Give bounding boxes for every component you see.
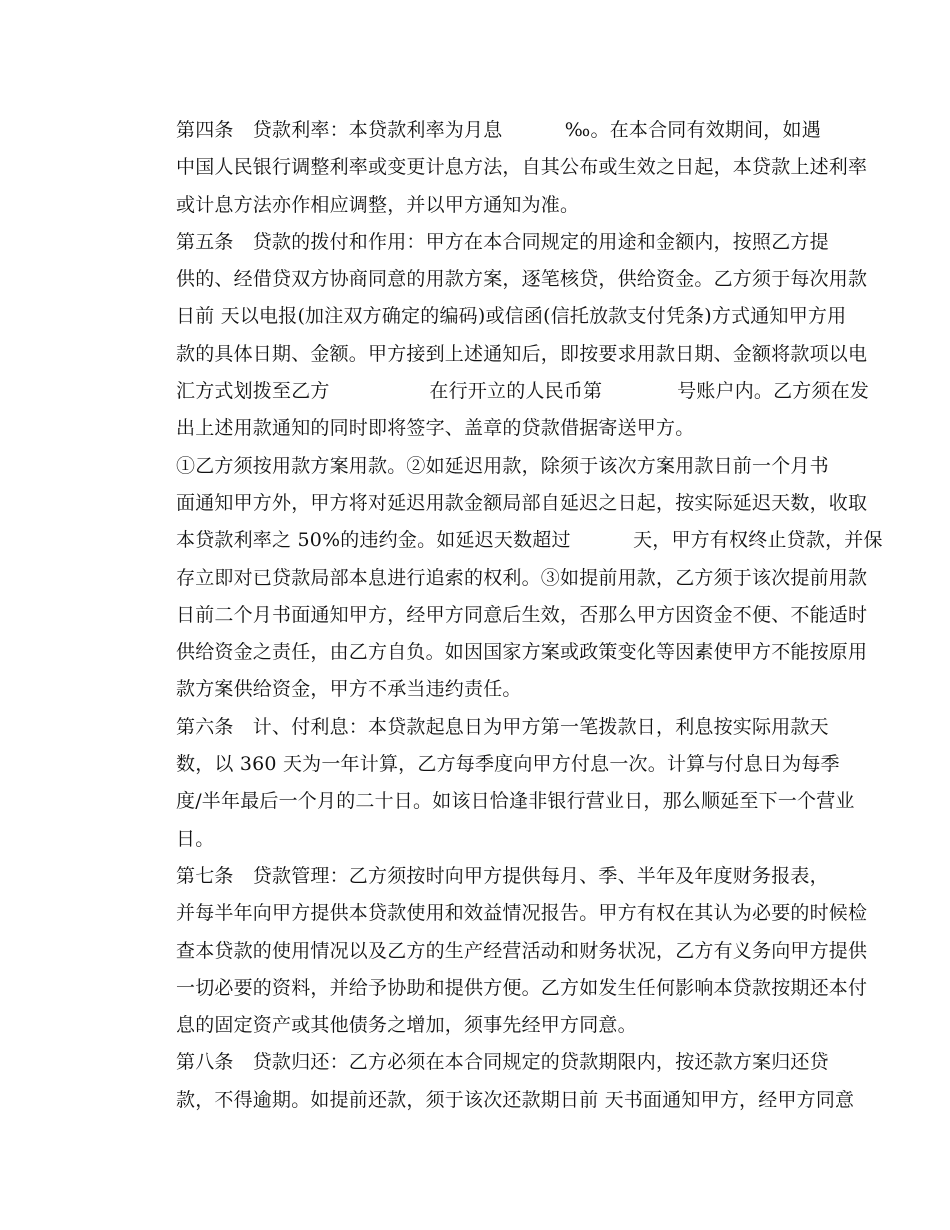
article-8-line-1: 第八条 贷款归还：乙方必须在本合同规定的贷款期限内，按还款方案归还贷 xyxy=(176,1051,829,1074)
article-7-line-2: 并每半年向甲方提供本贷款使用和效益情况报告。甲方有权在其认为必要的时候检 xyxy=(176,902,868,925)
article-7-line-3: 查本贷款的使用情况以及乙方的生产经营活动和财务状况，乙方有义务向甲方提供 xyxy=(176,939,868,962)
article-4-line-3: 或计息方法亦作相应调整，并以甲方通知为准。 xyxy=(176,193,580,216)
article-4-line-2: 中国人民银行调整利率或变更计息方法，自其公布或生效之日起，本贷款上述利率 xyxy=(176,156,868,179)
article-4-line-1: 第四条 贷款利率：本贷款利率为月息 ‰。在本合同有效期间，如遇 xyxy=(176,119,821,141)
article-8-line-2: 款，不得逾期。如提前还款，须于该次还款期日前 天书面通知甲方，经甲方同意 xyxy=(176,1088,855,1111)
article-5-line-6: 出上述用款通知的同时即将签字、盖章的贷款借据寄送甲方。 xyxy=(176,417,695,440)
article-5-detail-line-3: 本贷款利率之 50%的违约金。如延迟天数超过 天，甲方有权终止贷款，并保 xyxy=(176,529,883,552)
article-7-line-1: 第七条 贷款管理：乙方须按时向甲方提供每月、季、半年及年度财务报表， xyxy=(176,864,829,887)
article-5-line-2: 供的、经借贷双方协商同意的用款方案，逐笔核贷，供给资金。乙方须于每次用款 xyxy=(176,268,868,291)
article-5-detail-paragraph xyxy=(138,448,883,709)
article-5-detail-line-1: ①乙方须按用款方案用款。②如延迟用款，除须于该次方案用款日前一个月书 xyxy=(176,454,829,477)
article-4-paragraph xyxy=(138,112,868,224)
article-5-line-3: 日前 天以电报(加注双方确定的编码)或信函(信托放款支付凭条)方式通知甲方用 xyxy=(176,305,847,328)
article-8-paragraph xyxy=(138,1044,855,1119)
article-6-line-2: 数，以 360 天为一年计算，乙方每季度向甲方付息一次。计算与付息日为每季 xyxy=(176,753,840,776)
article-7-line-4: 一切必要的资料，并给予协助和提供方便。乙方如发生任何影响本贷款按期还本付 xyxy=(176,976,868,999)
article-6-line-1: 第六条 计、付利息：本贷款起息日为甲方第一笔拨款日，利息按实际用款天 xyxy=(176,715,829,738)
article-6-line-3: 度/半年最后一个月的二十日。如该日恰逢非银行营业日，那么顺延至下一个营业 xyxy=(176,790,855,813)
article-5-line-4: 款的具体日期、金额。甲方接到上述通知后，即按要求用款日期、金额将款项以电 xyxy=(176,342,868,365)
article-7-line-5: 息的固定资产或其他债务之增加，须事先经甲方同意。 xyxy=(176,1014,637,1037)
article-5-detail-line-5: 日前二个月书面通知甲方，经甲方同意后生效，否那么甲方因资金不便、不能适时 xyxy=(176,603,868,626)
article-5-detail-line-7: 款方案供给资金，甲方不承当违约责任。 xyxy=(176,678,522,701)
article-5-paragraph xyxy=(138,224,870,448)
article-5-detail-line-2: 面通知甲方外，甲方将对延迟用款金额局部自延迟之日起，按实际延迟天数，收取 xyxy=(176,491,868,514)
article-5-line-5: 汇方式划拨至乙方 在行开立的人民币第 号账户内。乙方须在发 xyxy=(176,380,870,403)
article-6-line-4: 日。 xyxy=(176,827,215,850)
article-5-detail-line-6: 供给资金之责任，由乙方自负。如因国家方案或政策变化等因素使甲方不能按原用 xyxy=(176,641,868,664)
article-7-paragraph xyxy=(138,858,868,1044)
article-5-line-1: 第五条 贷款的拨付和作用：甲方在本合同规定的用途和金额内，按照乙方提 xyxy=(176,230,829,253)
article-6-paragraph xyxy=(138,709,855,858)
contract-page xyxy=(138,112,883,1119)
article-5-detail-line-4: 存立即对已贷款局部本息进行追索的权利。③如提前用款，乙方须于该次提前用款 xyxy=(176,566,868,589)
